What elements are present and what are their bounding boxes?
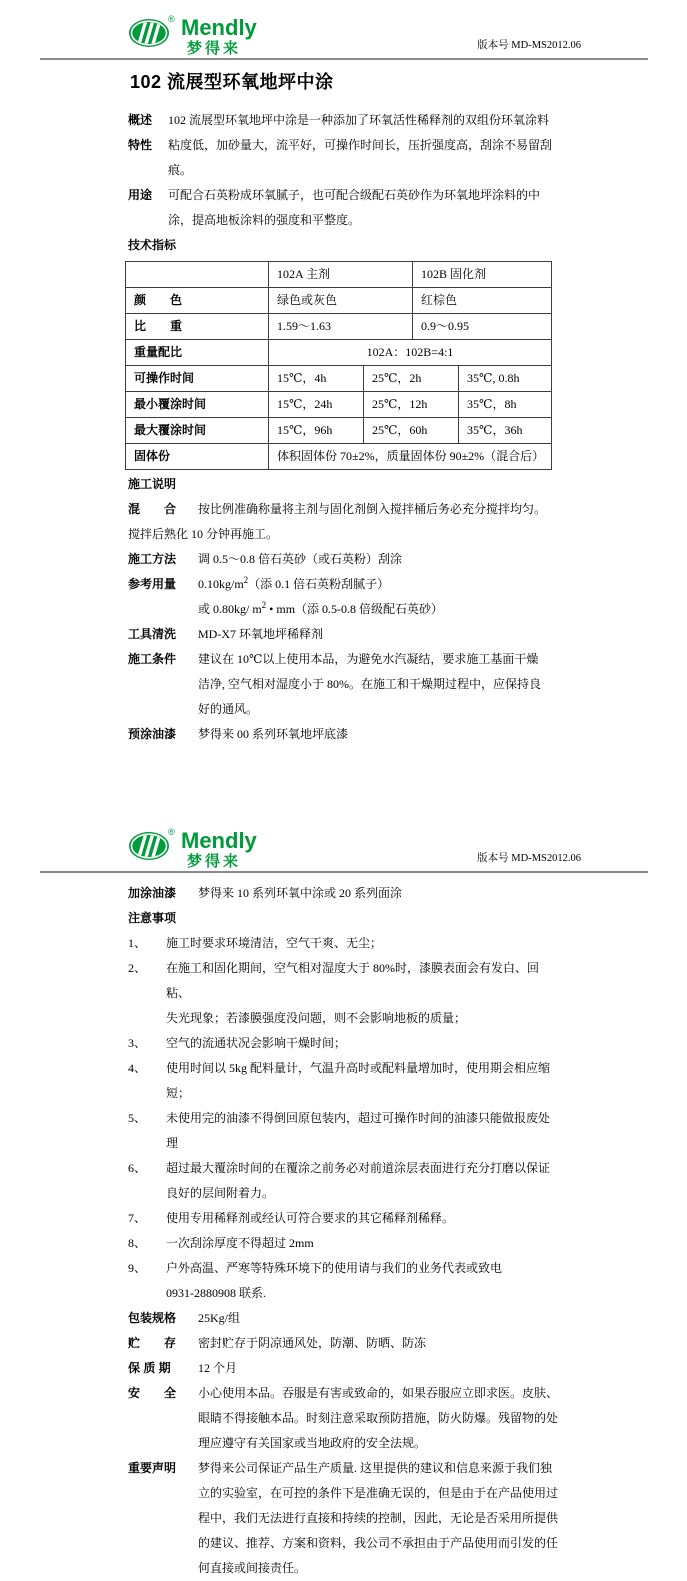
note-line: 一次刮涂厚度不得超过 2mm — [166, 1236, 314, 1250]
packing-label: 包装规格 — [128, 1311, 177, 1325]
precoat-text: 梦得来 00 系列环氧地坪底漆 — [198, 727, 349, 741]
feature-line-1: 粘度低，加砂量大，流平好，可操作时间长，压折强度高，刮涂不易留刮 — [168, 138, 553, 152]
header-divider — [40, 58, 648, 60]
overview-row — [128, 108, 562, 133]
color-label: 颜 色 — [126, 288, 269, 314]
table-row-max-recoat — [126, 418, 552, 444]
solids-label: 固体份 — [126, 444, 269, 470]
pot-life-35: 35℃, 0.8h — [459, 366, 552, 392]
precoat-row — [128, 722, 562, 747]
version-label: 版本号 MD-MS2012.06 — [477, 40, 581, 51]
usage-text — [168, 183, 562, 233]
usage-label: 用途 — [128, 188, 153, 202]
mixing-label: 混 合 — [128, 502, 177, 516]
table-row-solids — [126, 444, 552, 470]
dosage-label: 参考用量 — [128, 577, 177, 591]
packing-row — [128, 1306, 562, 1331]
safety-label: 安 全 — [128, 1386, 177, 1400]
gravity-b: 0.9～0.95 — [413, 314, 552, 340]
tech-heading: 技术指标 — [128, 238, 177, 252]
note-text — [166, 1031, 562, 1056]
note-text — [166, 931, 562, 956]
note-number: 1、 — [128, 936, 147, 950]
feature-row — [128, 133, 562, 183]
table-corner-cell — [126, 262, 269, 288]
note-item-5 — [128, 1106, 562, 1156]
mendly-logo — [128, 827, 257, 870]
note-number: 7、 — [128, 1211, 147, 1225]
brand-name: Mendly — [181, 828, 257, 853]
disclaimer-line: 梦得来公司保证产品生产质量. 这里提供的建议和信息来源于我们独 — [198, 1461, 553, 1475]
tech-table — [125, 261, 552, 470]
note-number: 4、 — [128, 1061, 147, 1075]
recoat-text: 梦得来 10 系列环氧中涂或 20 系列面涂 — [198, 886, 403, 900]
note-item-9 — [128, 1256, 562, 1306]
construction-heading: 施工说明 — [128, 477, 177, 491]
brand-wordmark — [181, 830, 257, 869]
safety-row — [128, 1381, 562, 1456]
note-item-2 — [128, 956, 562, 1031]
packing-text: 25Kg/组 — [198, 1311, 241, 1325]
page-2-header — [0, 813, 687, 869]
disclaimer-line: 立的实验室，在可控的条件下是准确无误的，但是由于在产品使用过 — [198, 1486, 559, 1500]
gravity-a: 1.59～1.63 — [269, 314, 413, 340]
note-line: 短； — [166, 1086, 191, 1100]
ratio-label: 重量配比 — [126, 340, 269, 366]
note-line: 超过最大覆涂时间的在覆涂之前务必对前道涂层表面进行充分打磨以保证 — [166, 1161, 551, 1175]
min-recoat-35: 35℃，8h — [459, 392, 552, 418]
min-recoat-label: 最小覆涂时间 — [126, 392, 269, 418]
conditions-line-2: 洁净, 空气相对湿度小于 80%。在施工和干燥期过程中，应保持良 — [198, 677, 541, 691]
header-divider — [40, 871, 648, 873]
storage-label: 贮 存 — [128, 1336, 177, 1350]
page-1-content — [128, 108, 562, 747]
table-row-pot-life — [126, 366, 552, 392]
cleaning-row — [128, 622, 562, 647]
safety-text — [198, 1381, 562, 1456]
dosage-1-sup: 2 — [243, 575, 249, 585]
note-text — [166, 1256, 562, 1306]
dosage-1-pre: 0.10kg/m — [198, 577, 244, 591]
feature-label: 特性 — [128, 138, 153, 152]
mendly-logo — [128, 14, 257, 57]
precoat-label: 预涂油漆 — [128, 727, 177, 741]
mixing-line-1: 按比例准确称量将主剂与固化剂倒入搅拌桶后务必充分搅拌均匀。 — [198, 502, 547, 516]
note-number: 8、 — [128, 1236, 147, 1250]
note-line: 施工时要求环境清洁，空气干爽、无尘； — [166, 936, 383, 950]
method-label: 施工方法 — [128, 552, 177, 566]
note-text — [166, 1231, 562, 1256]
method-row — [128, 547, 562, 572]
recoat-label: 加涂油漆 — [128, 886, 177, 900]
note-item-4 — [128, 1056, 562, 1106]
note-line: 使用专用稀释剂或经认可符合要求的其它稀释剂稀释。 — [166, 1211, 455, 1225]
col-102a-header: 102A 主剂 — [269, 262, 413, 288]
page-2-content — [128, 881, 562, 1581]
recoat-row — [128, 881, 562, 906]
note-number: 9、 — [128, 1261, 147, 1275]
version-label: 版本号 MD-MS2012.06 — [477, 853, 581, 864]
pot-life-15: 15℃，4h — [269, 366, 364, 392]
shelf-life-label: 保 质 期 — [128, 1361, 171, 1375]
pot-life-label: 可操作时间 — [126, 366, 269, 392]
note-line: 在施工和固化期间，空气相对湿度大于 80%时，漆膜表面会有发白、回粘、 — [166, 961, 539, 1000]
cleaning-label: 工具清洗 — [128, 627, 177, 641]
min-recoat-15: 15℃，24h — [269, 392, 364, 418]
dosage-2-pre: 或 0.80kg/ m — [198, 602, 262, 616]
note-text — [166, 1056, 562, 1106]
gravity-label: 比 重 — [126, 314, 269, 340]
conditions-row — [128, 647, 562, 722]
note-line: 理 — [166, 1136, 179, 1150]
overview-label: 概述 — [128, 113, 153, 127]
storage-row — [128, 1331, 562, 1356]
notes-heading: 注意事项 — [128, 911, 177, 925]
note-line: 户外高温、严寒等特殊环境下的使用请与我们的业务代表或致电 — [166, 1261, 503, 1275]
disclaimer-line: 何直接或间接责任。 — [198, 1561, 307, 1575]
usage-row — [128, 183, 562, 233]
disclaimer-text — [198, 1456, 562, 1581]
max-recoat-35: 35℃，36h — [459, 418, 552, 444]
note-number: 2、 — [128, 961, 147, 975]
safety-line: 小心使用本品。吞服是有害或致命的，如果吞服应立即求医。皮肤、 — [198, 1386, 559, 1400]
note-item-7 — [128, 1206, 562, 1231]
mixing-line-2: 搅拌后熟化 10 分钟再施工。 — [128, 527, 279, 541]
brand-name: Mendly — [181, 15, 257, 40]
table-row-header — [126, 262, 552, 288]
dosage-2-sup: 2 — [261, 600, 267, 610]
usage-line-1: 可配合石英粉成环氧腻子，也可配合级配石英砂作为环氧地坪涂料的中 — [168, 188, 541, 202]
dosage-1-post: （添 0.1 倍石英粉刮腻子） — [248, 577, 390, 591]
note-number: 6、 — [128, 1161, 147, 1175]
table-row-gravity — [126, 314, 552, 340]
method-text: 调 0.5～0.8 倍石英砂（或石英粉）刮涂 — [198, 552, 403, 566]
overview-text: 102 流展型环氧地坪中涂是一种添加了环氧活性稀释剂的双组份环氧涂料 — [168, 113, 550, 127]
dosage-line-2 — [198, 597, 562, 622]
brand-wordmark — [181, 17, 257, 56]
dosage-text — [198, 572, 562, 622]
disclaimer-label: 重要声明 — [128, 1461, 177, 1475]
page-2 — [0, 813, 687, 1581]
conditions-label: 施工条件 — [128, 652, 177, 666]
color-b: 红棕色 — [413, 288, 552, 314]
note-number: 5、 — [128, 1111, 147, 1125]
conditions-line-1: 建议在 10℃以上使用本品，为避免水汽凝结，要求施工基面干燥 — [198, 652, 539, 666]
usage-line-2: 涂，提高地板涂料的强度和平整度。 — [168, 213, 361, 227]
pot-life-25: 25℃，2h — [364, 366, 459, 392]
conditions-text — [198, 647, 562, 722]
max-recoat-15: 15℃，96h — [269, 418, 364, 444]
note-item-1 — [128, 931, 562, 956]
note-item-3 — [128, 1031, 562, 1056]
storage-text: 密封贮存于阴凉通风处，防潮、防晒、防冻 — [198, 1336, 427, 1350]
shelf-life-text: 12 个月 — [198, 1361, 238, 1375]
table-row-color — [126, 288, 552, 314]
note-item-6 — [128, 1156, 562, 1206]
conditions-line-3: 好的通风。 — [198, 702, 259, 716]
brand-name-cn: 梦得来 — [187, 853, 242, 870]
note-text — [166, 1106, 562, 1156]
note-item-8 — [128, 1231, 562, 1256]
brand-name-cn: 梦得来 — [187, 40, 242, 57]
disclaimer-row — [128, 1456, 562, 1581]
table-row-ratio — [126, 340, 552, 366]
min-recoat-25: 25℃，12h — [364, 392, 459, 418]
col-102b-header: 102B 固化剂 — [413, 262, 552, 288]
color-a: 绿色或灰色 — [269, 288, 413, 314]
max-recoat-label: 最大覆涂时间 — [126, 418, 269, 444]
safety-line: 眼睛不得接触本品。时刻注意采取预防措施，防火防爆。残留物的处 — [198, 1411, 559, 1425]
note-line: 未使用完的油漆不得倒回原包装内，超过可操作时间的油漆只能做报废处 — [166, 1111, 551, 1125]
page-1-header — [0, 0, 687, 56]
cleaning-text: MD-X7 环氧地坪稀释剂 — [198, 627, 323, 641]
dosage-2-post: • mm（添 0.5-0.8 倍级配石英砂） — [266, 602, 444, 616]
dosage-row — [128, 572, 562, 622]
note-text — [166, 1156, 562, 1206]
registered-mark: ® — [168, 827, 175, 837]
ratio-value: 102A：102B=4:1 — [269, 340, 552, 366]
disclaimer-line: 程中，我们无法进行直接和持续的控制，因此，无论是否采用所提供 — [198, 1511, 559, 1525]
mixing-row — [128, 497, 562, 522]
dosage-line-1 — [198, 572, 562, 597]
note-line: 0931-2880908 联系. — [166, 1286, 266, 1300]
note-number: 3、 — [128, 1036, 147, 1050]
page-title: 102 流展型环氧地坪中涂 — [130, 72, 334, 92]
feature-line-2: 痕。 — [168, 163, 193, 177]
note-text — [166, 1206, 562, 1231]
disclaimer-line: 的建议、推荐、方案和资料，我公司不承担由于产品使用而引发的任 — [198, 1536, 559, 1550]
feature-text — [168, 133, 562, 183]
note-line: 空气的流通状况会影响干燥时间； — [166, 1036, 347, 1050]
shelf-life-row — [128, 1356, 562, 1381]
registered-mark: ® — [168, 14, 175, 24]
note-text — [166, 956, 562, 1031]
page-1 — [0, 0, 687, 747]
table-row-min-recoat — [126, 392, 552, 418]
note-line: 良好的层间附着力。 — [166, 1186, 275, 1200]
max-recoat-25: 25℃，60h — [364, 418, 459, 444]
safety-line: 理应遵守有关国家或当地政府的安全法规。 — [198, 1436, 427, 1450]
note-line: 使用时间以 5kg 配料量计，气温升高时或配料量增加时，使用期会相应缩 — [166, 1061, 551, 1075]
solids-value: 体积固体份 70±2%，质量固体份 90±2%（混合后） — [269, 444, 552, 470]
note-line: 失光现象；若漆膜强度没问题，则不会影响地板的质量； — [166, 1011, 467, 1025]
